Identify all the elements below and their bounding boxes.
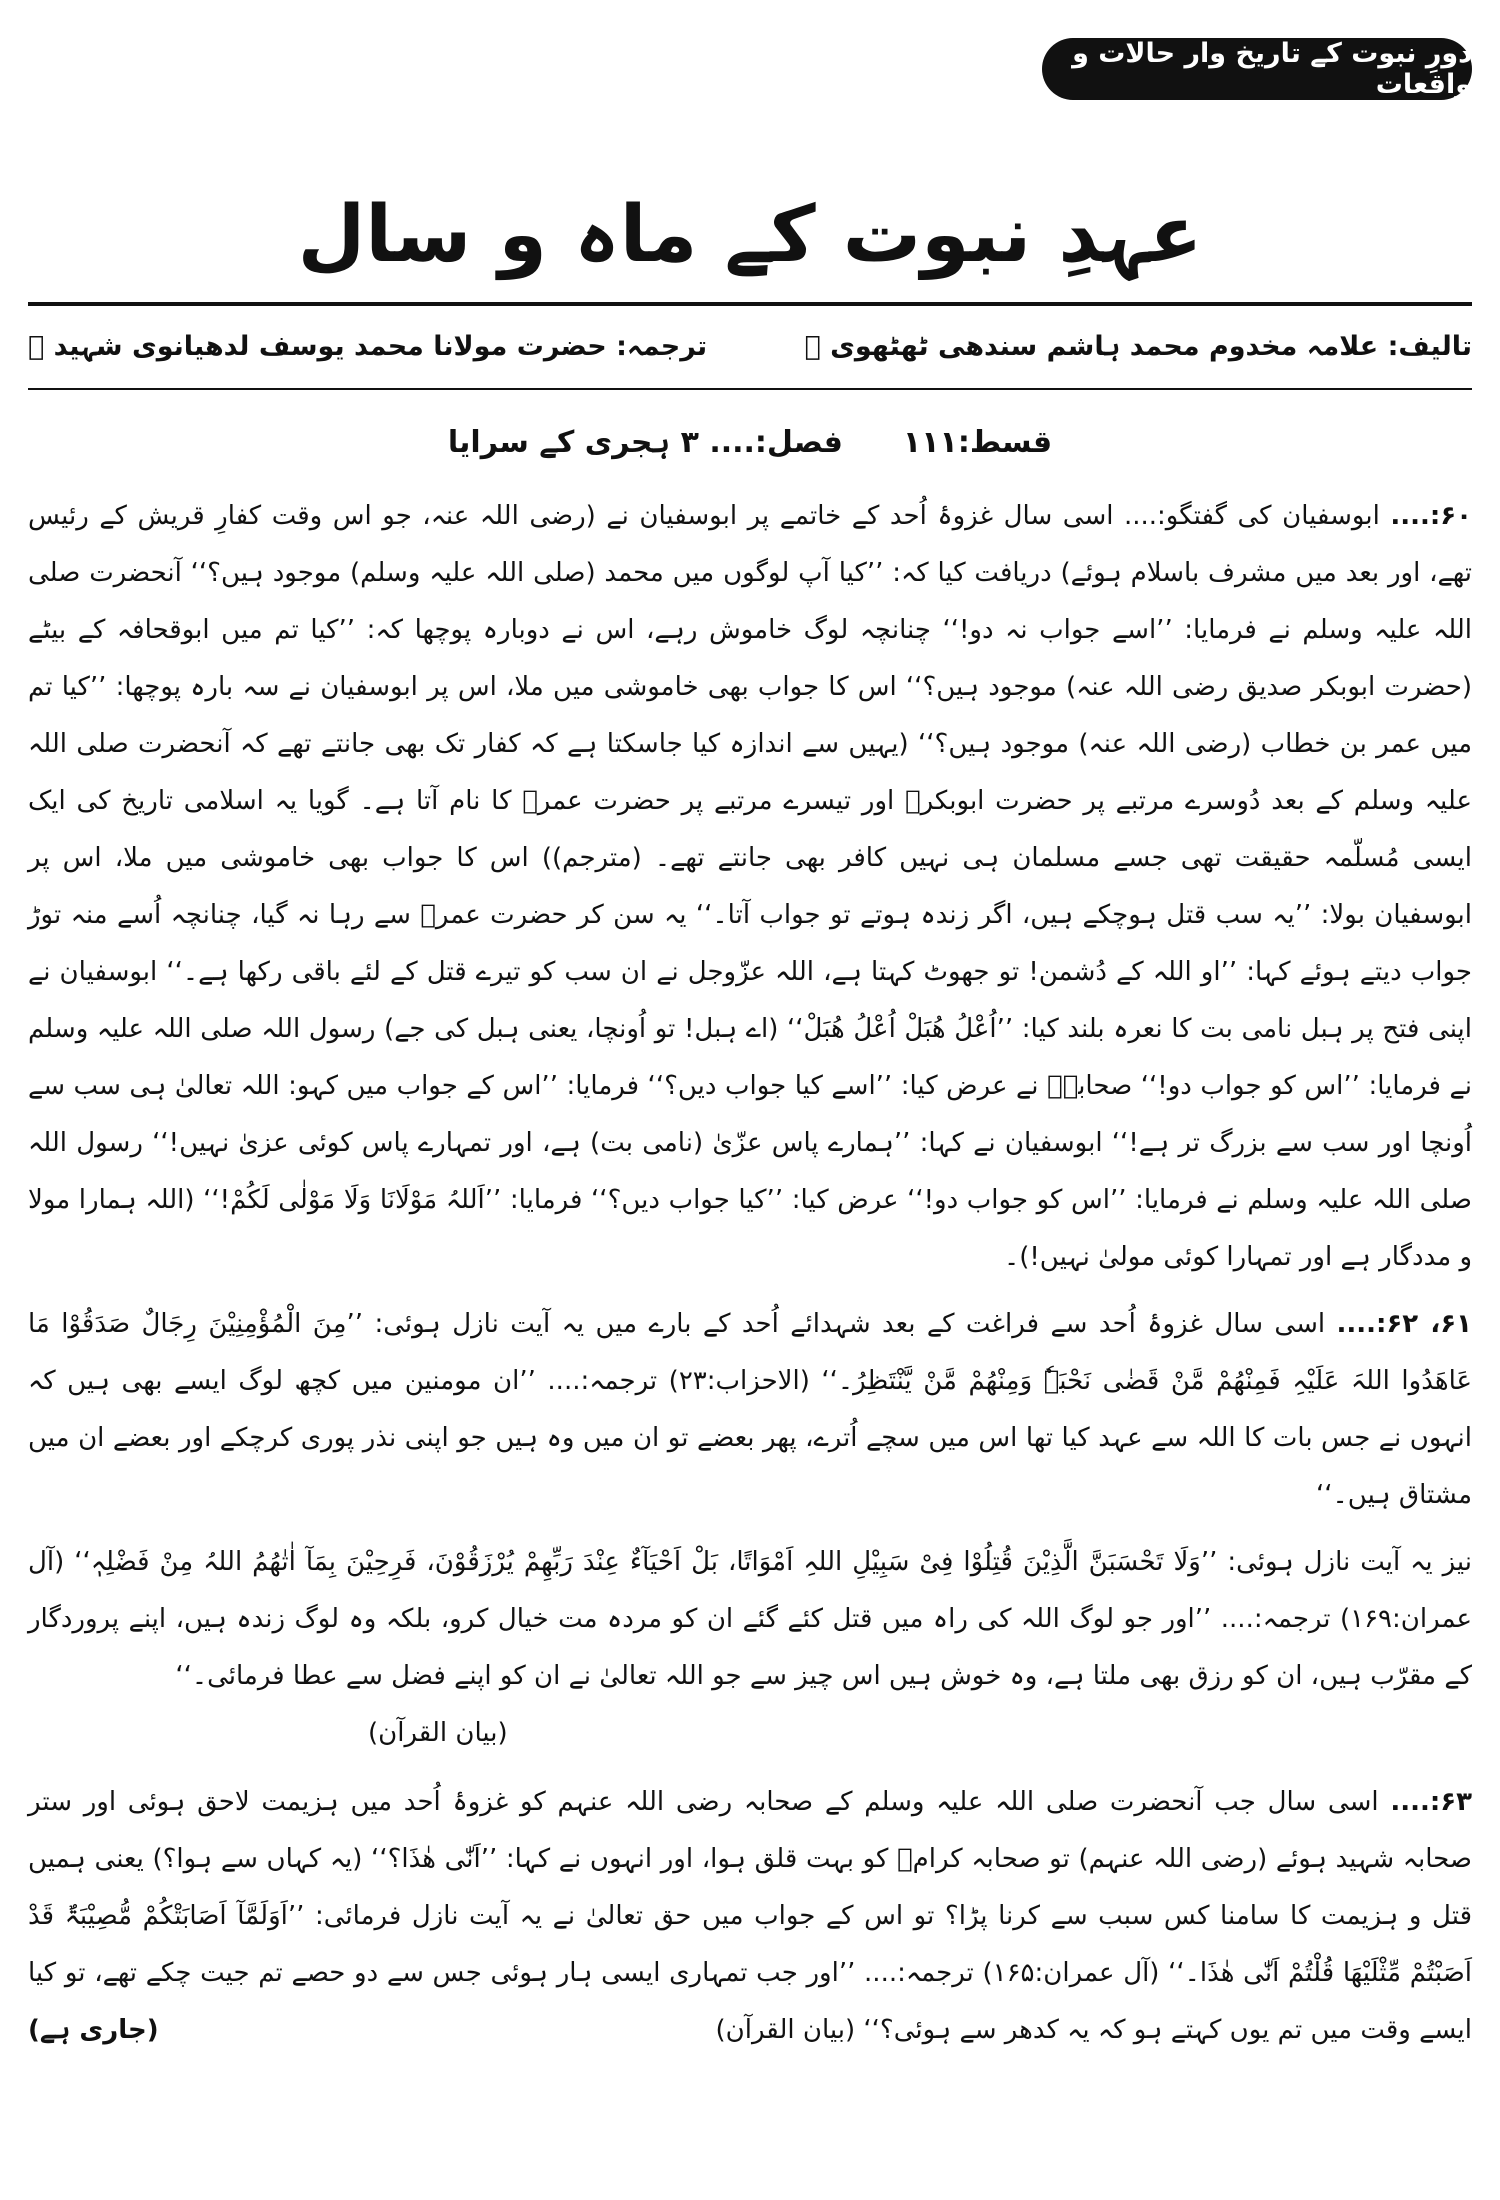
chapter-heading: [0, 425, 1500, 460]
chapter-title: فصل:.... ۳ ہجری کے سرایا: [447, 425, 843, 460]
author-credit: تالیف: علامہ مخدوم محمد ہاشم سندھی ٹھٹھوی ﷫: [804, 330, 1472, 362]
paragraph-number: ۶۰:....: [1390, 501, 1472, 531]
paragraph-text: ابوسفیان کی گفتگو:.... اسی سال غزوۂ اُحد کے خاتمے پر ابوسفیان نے (رضی اللہ عنہ، جو اس وقت کفارِ قریش کے رئیس تھے، اور بعد میں مشرف باسلام ہوئے) دریافت کیا کہ: ’’کیا آپ لوگوں میں محمد (صلی اللہ علیہ وسلم) موجود ہیں؟‘‘ آنحضرت صلی اللہ علیہ وسلم نے فرمایا: ’’اسے جواب نہ دو!‘‘ چنانچہ لوگ خاموش رہے، اس نے دوبارہ پوچھا کہ: ’’کیا تم میں ابوقحافہ کے بیٹے (حضرت ابوبکر صدیق رضی اللہ عنہ) موجود ہیں؟‘‘ اس کا جواب بھی خاموشی میں ملا، اس پر ابوسفیان نے سہ بارہ پوچھا: ’’کیا تم میں عمر بن خطاب (رضی اللہ عنہ) موجود ہیں؟‘‘ (یہیں سے اندازہ کیا جاسکتا ہے کہ کفار تک بھی جانتے تھے کہ آنحضرت صلی اللہ علیہ وسلم کے بعد دُوسرے مرتبے پر حضرت ابوبکرؓ اور تیسرے مرتبے پر حضرت عمرؓ کا نام آتا ہے۔ گویا یہ اسلامی تاریخ کی ایک ایسی مُسلّمہ حقیقت تھی جسے مسلمان ہی نہیں کافر بھی جانتے تھے۔ (مترجم)) اس کا جواب بھی خاموشی میں ملا، اس پر ابوسفیان بولا: ’’یہ سب قتل ہوچکے ہیں، اگر زندہ ہوتے تو جواب آتا۔‘‘ یہ سن کر حضرت عمرؓ سے رہا نہ گیا، چنانچہ اُسے منہ توڑ جواب دیتے ہوئے کہا: ’’او اللہ کے دُشمن! تو جھوٹ کہتا ہے، اللہ عزّوجل نے ان سب کو تیرے قتل کے لئے باقی رکھا ہے۔‘‘ ابوسفیان نے اپنی فتح پر ہبل نامی بت کا نعرہ بلند کیا: ’’اُعْلُ ھُبَلْ اُعْلُ ھُبَلْ‘‘ (اے ہبل! تو اُونچا، یعنی ہبل کی جے) رسول اللہ صلی اللہ علیہ وسلم نے فرمایا: ’’اس کو جواب دو!‘‘ صحابہؓ نے عرض کیا: ’’اسے کیا جواب دیں؟‘‘ فرمایا: ’’اس کے جواب میں کہو: اللہ تعالیٰ ہی سب سے اُونچا اور سب سے بزرگ تر ہے!‘‘ ابوسفیان نے کہا: ’’ہمارے پاس عزّیٰ (نامی بت) ہے، اور تمہارے پاس کوئی عزیٰ نہیں!‘‘ رسول اللہ صلی اللہ علیہ وسلم نے فرمایا: ’’اس کو جواب دو!‘‘ عرض کیا: ’’کیا جواب دیں؟‘‘ فرمایا: ’’اَللہُ مَوْلَانَا وَلَا مَوْلٰی لَکُمْ!‘‘ (اللہ ہمارا مولا و مددگار ہے اور تمہارا کوئی مولیٰ نہیں!)۔: [28, 501, 1472, 1272]
paragraph-60: [28, 488, 1472, 1286]
source-citation: (بیان القرآن): [368, 1718, 508, 1748]
paragraph-text: اسی سال جب آنحضرت صلی اللہ علیہ وسلم کے صحابہ رضی اللہ عنہم کو غزوۂ اُحد میں ہزیمت لاحق ہوئی اور ستر صحابہ شہید ہوئے (رضی اللہ عنہم) تو صحابہ کرامؓ کو بہت قلق ہوا، اور انہوں نے کہا: ’’اَنّٰی ھٰذَا؟‘‘ (یہ کہاں سے ہوا؟) یعنی ہمیں قتل و ہزیمت کا سامنا کس سبب سے کرنا پڑا؟ تو اس کے جواب میں حق تعالیٰ نے یہ آیت نازل فرمائی: ’’اَوَلَمَّآ اَصَابَتْکُمْ مُّصِیْبَۃٌ قَدْ اَصَبْتُمْ مِّثْلَیْھَا قُلْتُمْ اَنّٰی ھٰذَا۔‘‘ (آل عمران:۱۶۵) ترجمہ:.... ’’اور جب تمہاری ایسی ہار ہوئی جس سے دو حصے تم جیت چکے تھے، تو کیا ایسے وقت میں تم یوں کہتے ہو کہ یہ کدھر سے ہوئی؟‘‘ (بیان القرآن): [28, 1787, 1473, 2045]
paragraph-text: نیز یہ آیت نازل ہوئی: ’’وَلَا تَحْسَبَنَّ الَّذِیْنَ قُتِلُوْا فِیْ سَبِیْلِ اللہِ اَمْوَاتًا، بَلْ اَحْیَآءٌ عِنْدَ رَبِّھِمْ یُرْزَقُوْنَ، فَرِحِیْنَ بِمَآ اٰتٰھُمُ اللہُ مِنْ فَضْلِہٖ‘‘ (آل عمران:۱۶۹) ترجمہ:.... ’’اور جو لوگ اللہ کی راہ میں قتل کئے گئے ان کو مردہ مت خیال کرو، بلکہ وہ لوگ زندہ ہیں، اپنے پروردگار کے مقرّب ہیں، ان کو رزق بھی ملتا ہے، وہ خوش ہیں اس چیز سے جو اللہ تعالیٰ نے ان کو اپنے فضل سے عطا فرمائی۔‘‘: [28, 1547, 1472, 1691]
credits-divider: [28, 388, 1472, 390]
paragraph-63: [28, 1774, 1472, 2059]
translator-credit: ترجمہ: حضرت مولانا محمد یوسف لدھیانوی شہید ﷫: [28, 330, 708, 362]
title-divider: [28, 302, 1472, 306]
installment-number: قسط:۱۱۱: [902, 425, 1053, 460]
paragraph-text: اسی سال غزوۂ اُحد سے فراغت کے بعد شہدائے اُحد کے بارے میں یہ آیت نازل ہوئی: ’’مِنَ الْمُؤْمِنِیْنَ رِجَالٌ صَدَقُوْا مَا عَاھَدُوا اللہَ عَلَیْہِ فَمِنْھُمْ مَّنْ قَضٰی نَحْبَہٗ وَمِنْھُمْ مَّنْ یَّنْتَظِرُ۔‘‘ (الاحزاب:۲۳) ترجمہ:.... ’’ان مومنین میں کچھ لوگ ایسے بھی ہیں کہ انہوں نے جس بات کا اللہ سے عہد کیا تھا اس میں سچے اُترے، پھر بعضے تو ان میں وہ ہیں جو اپنی نذر پوری کرچکے اور بعضے ان میں مشتاق ہیں۔‘‘: [28, 1309, 1473, 1510]
continued-marker: (جاری ہے): [28, 2015, 159, 2045]
page-title: عہدِ نبوت کے ماہ و سال: [297, 190, 1203, 280]
paragraph-number: ۶۱، ۶۲:....: [1336, 1309, 1473, 1339]
article-body: [28, 488, 1472, 2069]
credits-bar: [28, 318, 1472, 374]
paragraph-verse-169: [28, 1534, 1472, 1762]
paragraph-61-62: [28, 1296, 1472, 1524]
section-tag: دورِ نبوت کے تاریخ وار حالات و واقعات: [1042, 38, 1472, 100]
paragraph-number: ۶۳:....: [1390, 1787, 1473, 1817]
